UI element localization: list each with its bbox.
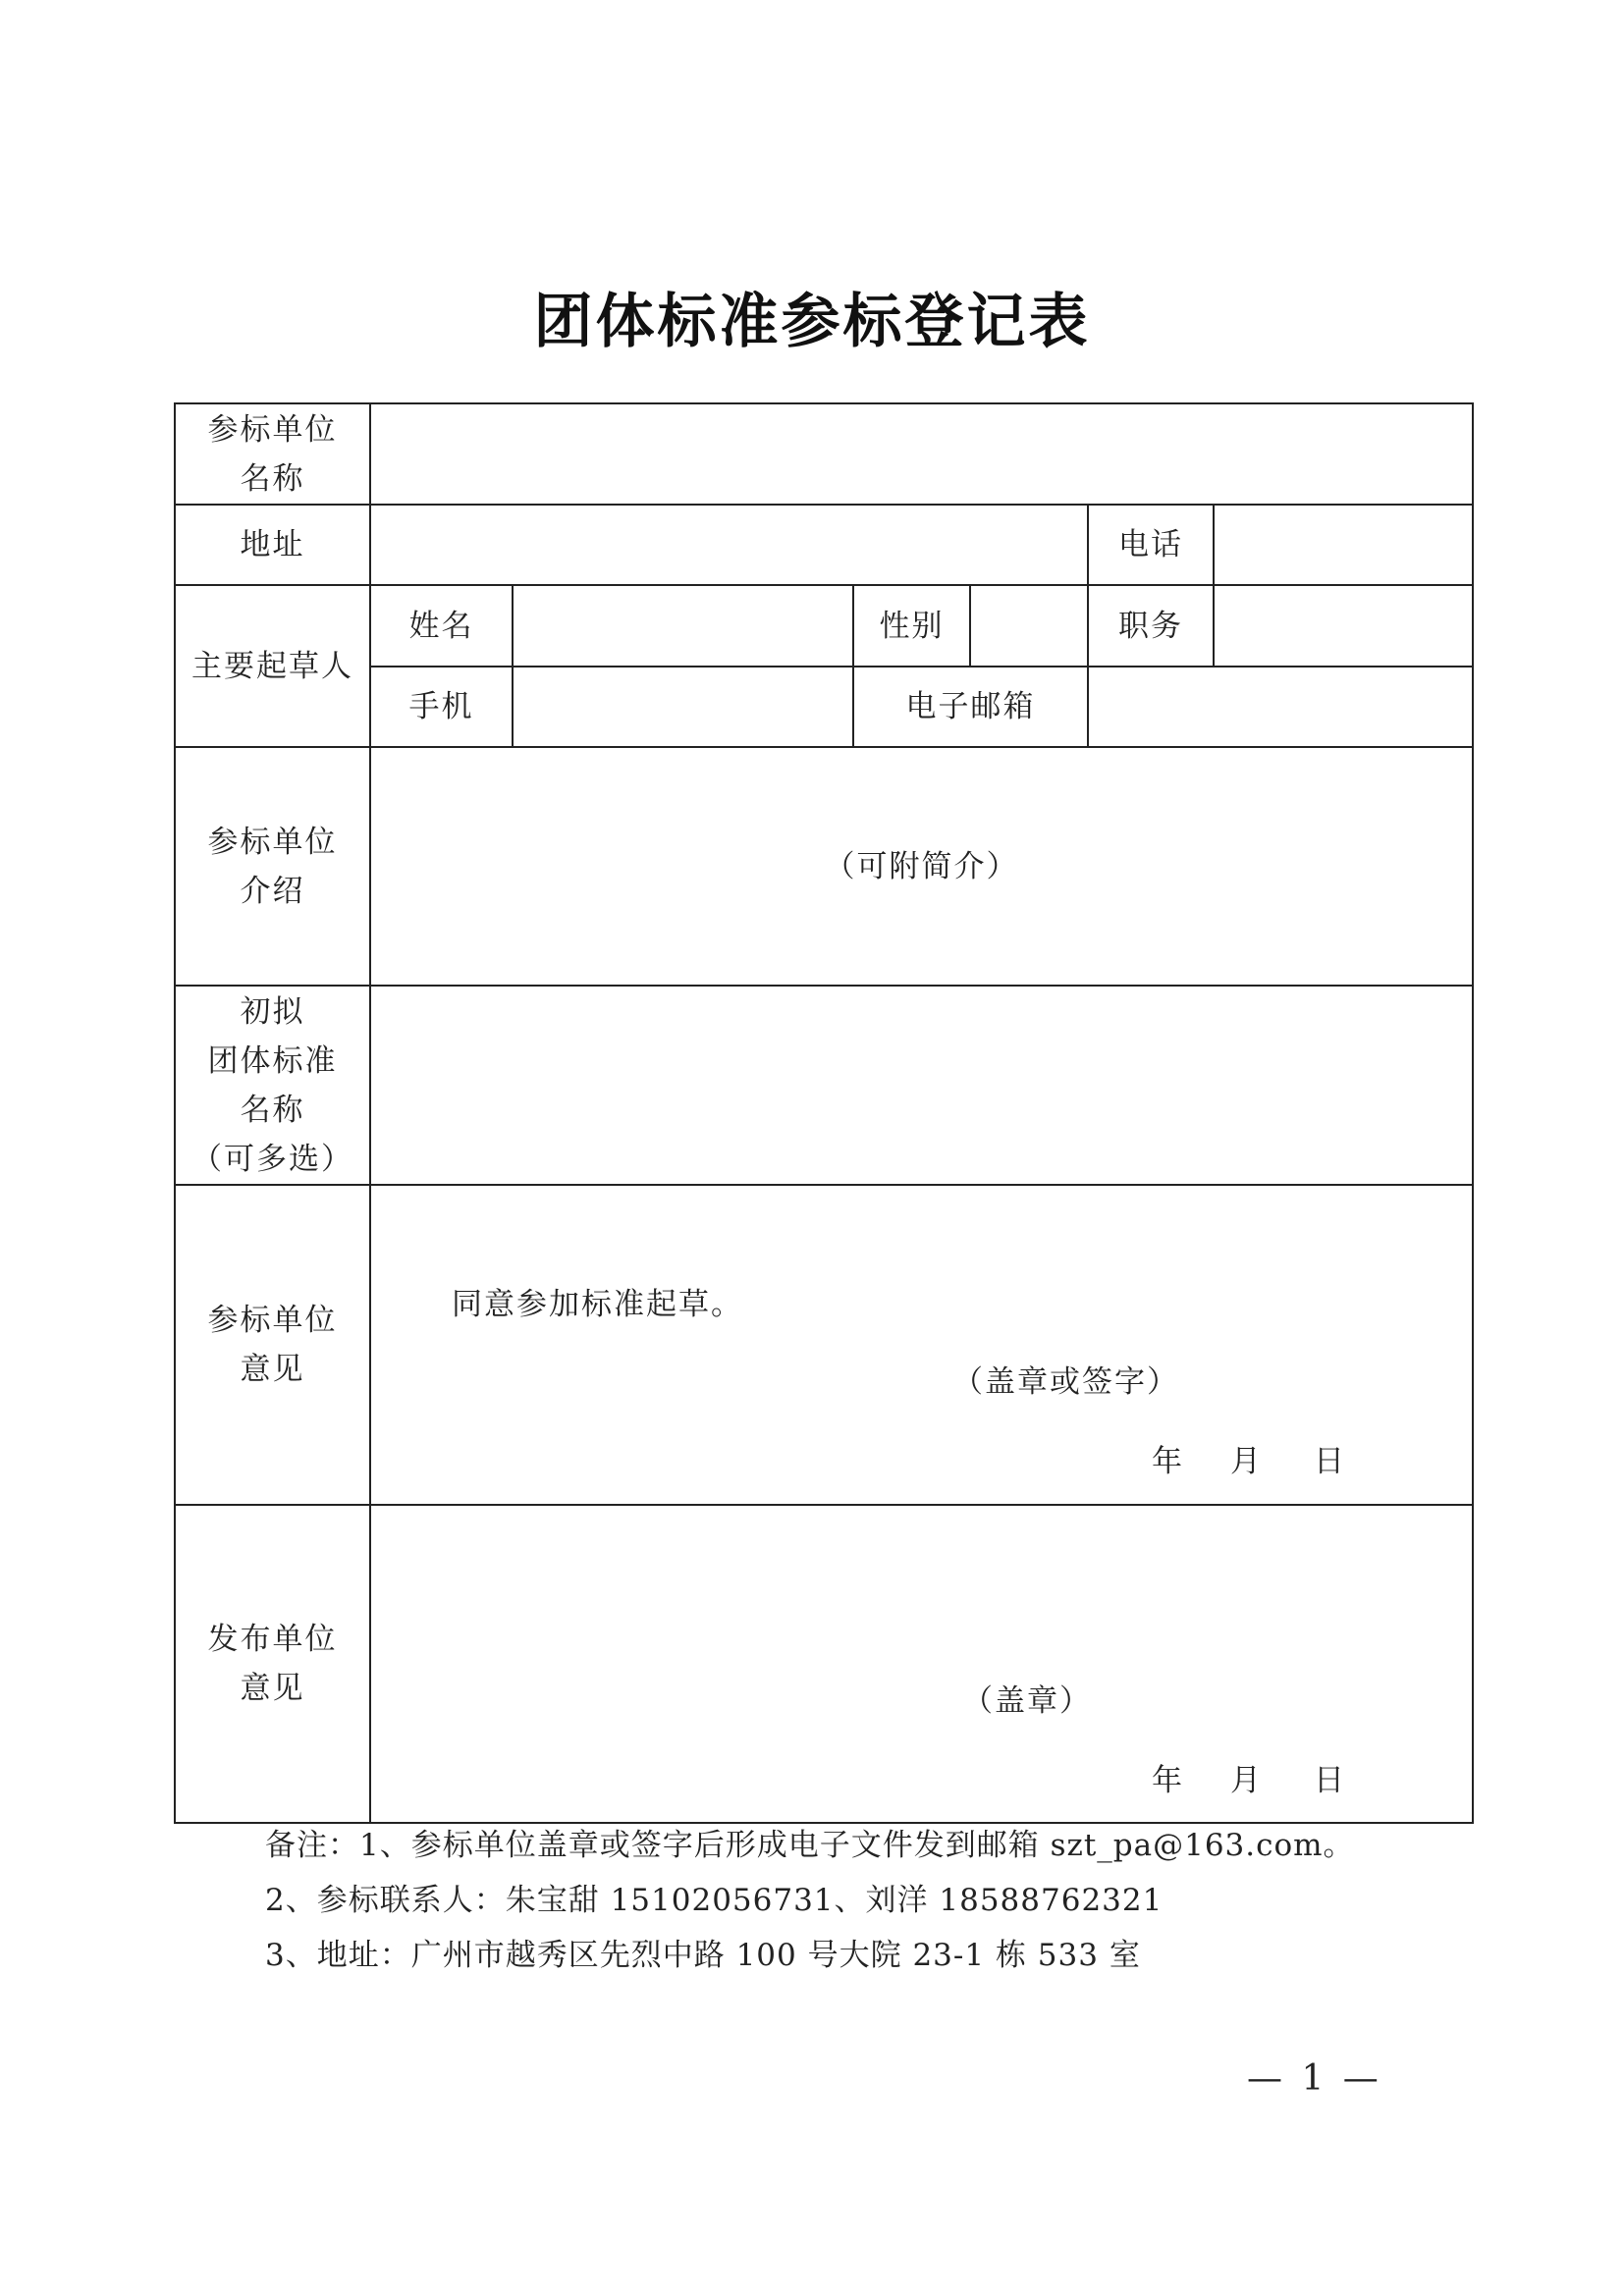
row-drafter-2 bbox=[175, 667, 1473, 747]
registration-form bbox=[174, 402, 1474, 1824]
unit-name-label: 参标单位 名称 bbox=[175, 403, 370, 505]
publisher-date-day: 日 bbox=[1314, 1763, 1346, 1798]
notes-section bbox=[265, 1818, 1355, 1983]
opinion-seal-note: （盖章或签字） bbox=[952, 1364, 1179, 1400]
proposed-standard-field[interactable] bbox=[370, 986, 1473, 1185]
publisher-date-month: 月 bbox=[1230, 1763, 1263, 1798]
page-number: — 1 — bbox=[1247, 2058, 1382, 2099]
opinion-date-day: 日 bbox=[1314, 1444, 1346, 1479]
note-line: 2、参标联系人：朱宝甜 15102056731、刘洋 18588762321 bbox=[265, 1883, 1164, 1918]
note-line: 备注：1、参标单位盖章或签字后形成电子文件发到邮箱 szt_pa@163.com。 bbox=[265, 1828, 1355, 1863]
row-proposed-standard bbox=[175, 986, 1473, 1185]
publisher-opinion-field[interactable] bbox=[370, 1505, 1473, 1823]
name-field[interactable] bbox=[513, 585, 853, 667]
page-title: 团体标准参标登记表 bbox=[533, 288, 1091, 356]
intro-label: 参标单位 介绍 bbox=[175, 747, 370, 986]
address-label: 地址 bbox=[175, 505, 370, 585]
publisher-date-year: 年 bbox=[1152, 1763, 1184, 1798]
drafter-label: 主要起草人 bbox=[175, 585, 370, 747]
email-label: 电子邮箱 bbox=[853, 667, 1088, 747]
note-line: 3、地址：广州市越秀区先烈中路 100 号大院 23-1 栋 533 室 bbox=[265, 1938, 1141, 1973]
opinion-date-month: 月 bbox=[1230, 1444, 1263, 1479]
row-unit-opinion bbox=[175, 1185, 1473, 1505]
phone-field[interactable] bbox=[1214, 505, 1473, 585]
row-unit-name bbox=[175, 403, 1473, 505]
gender-label: 性别 bbox=[853, 585, 970, 667]
position-label: 职务 bbox=[1088, 585, 1214, 667]
row-publisher-opinion bbox=[175, 1505, 1473, 1823]
email-field[interactable] bbox=[1088, 667, 1473, 747]
address-field[interactable] bbox=[370, 505, 1088, 585]
mobile-label: 手机 bbox=[370, 667, 513, 747]
opinion-date-year: 年 bbox=[1152, 1444, 1184, 1479]
position-field[interactable] bbox=[1214, 585, 1473, 667]
opinion-text: 同意参加标准起草。 bbox=[452, 1287, 743, 1322]
publisher-opinion-label: 发布单位 意见 bbox=[175, 1505, 370, 1823]
phone-label: 电话 bbox=[1088, 505, 1214, 585]
publisher-seal-note: （盖章） bbox=[962, 1683, 1092, 1719]
unit-name-field[interactable] bbox=[370, 403, 1473, 505]
unit-opinion-field[interactable] bbox=[370, 1185, 1473, 1505]
proposed-standard-label: 初拟 团体标准 名称 （可多选） bbox=[175, 986, 370, 1185]
intro-placeholder: （可附简介） bbox=[824, 848, 1019, 884]
unit-opinion-label: 参标单位 意见 bbox=[175, 1185, 370, 1505]
row-drafter-1 bbox=[175, 585, 1473, 667]
name-label: 姓名 bbox=[370, 585, 513, 667]
row-intro bbox=[175, 747, 1473, 986]
row-address bbox=[175, 505, 1473, 585]
intro-field[interactable] bbox=[370, 747, 1473, 986]
mobile-field[interactable] bbox=[513, 667, 853, 747]
gender-field[interactable] bbox=[970, 585, 1088, 667]
